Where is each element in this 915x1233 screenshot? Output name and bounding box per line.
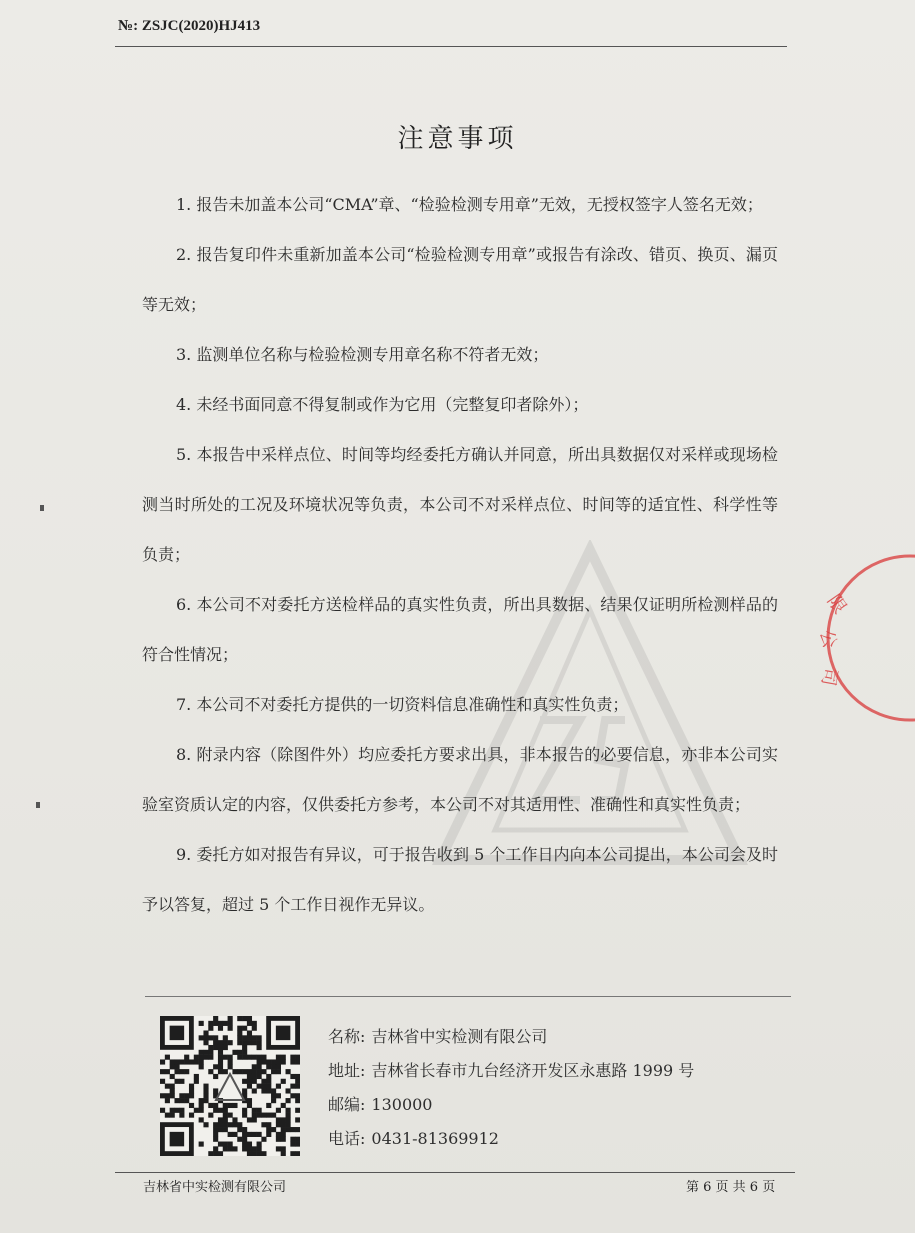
notice-item-1: 1. 报告未加盖本公司“CMA”章、“检验检测专用章”无效，无授权签字人签名无效； [176, 195, 763, 214]
notice-item-3: 3. 监测单位名称与检验检测专用章名称不符者无效； [176, 345, 549, 364]
postcode-label: 邮编: [328, 1095, 366, 1114]
svg-text:限: 限 [822, 590, 851, 618]
name-label: 名称: [328, 1027, 366, 1046]
name-value: 吉林省中实检测有限公司 [371, 1027, 548, 1046]
address-label: 地址: [328, 1061, 366, 1080]
contact-postcode-row [328, 1088, 694, 1122]
notice-item-4: 4. 未经书面同意不得复制或作为它用（完整复印者除外）； [176, 395, 589, 414]
contact-phone-row [328, 1122, 694, 1156]
page-title: 注意事项 [397, 124, 518, 154]
footer-page-number: 第 6 页 共 6 页 [686, 1180, 776, 1195]
qr-code-icon [160, 1016, 300, 1156]
notice-item-9: 9. 委托方如对报告有异议，可于报告收到 5 个工作日内向本公司提出，本公司会及时予以答复，超过 5 个工作日视作无异议。 [142, 845, 778, 914]
footer-rule [115, 1172, 795, 1173]
notice-item-2: 2. 报告复印件未重新加盖本公司“检验检测专用章”或报告有涂改、错页、换页、漏页等无效； [142, 245, 778, 314]
contact-address-row [328, 1054, 694, 1088]
svg-text:司: 司 [817, 666, 841, 688]
contact-info [328, 1020, 694, 1156]
punch-mark [40, 505, 44, 511]
notice-item-8: 8. 附录内容（除图件外）均应委托方要求出具，非本报告的必要信息，亦非本公司实验室资质认定的内容，仅供委托方参考，本公司不对其适用性、准确性和真实性负责； [142, 745, 778, 814]
postcode-value: 130000 [371, 1095, 433, 1114]
company-seal-stamp [790, 548, 915, 728]
contact-rule [145, 996, 791, 997]
phone-value: 0431-81369912 [371, 1129, 499, 1148]
notice-item-5: 5. 本报告中采样点位、时间等均经委托方确认并同意，所出具数据仅对采样或现场检测当时所处的工况及环境状况等负责，本公司不对采样点位、时间等的适宜性、科学性等负责； [142, 445, 778, 564]
report-number: №: ZSJC(2020)HJ413 [118, 18, 261, 34]
punch-mark [36, 802, 40, 808]
notice-item-7: 7. 本公司不对委托方提供的一切资料信息准确性和真实性负责； [176, 695, 629, 714]
notice-item-6: 6. 本公司不对委托方送检样品的真实性负责，所出具数据、结果仅证明所检测样品的符合性情况； [142, 595, 778, 664]
address-value: 吉林省长春市九台经济开发区永惠路 1999 号 [371, 1061, 695, 1080]
contact-name-row [328, 1020, 694, 1054]
footer-company: 吉林省中实检测有限公司 [143, 1180, 287, 1195]
phone-label: 电话: [328, 1129, 366, 1148]
svg-text:公: 公 [815, 627, 841, 651]
header-rule [115, 46, 787, 47]
notice-list [142, 180, 778, 930]
